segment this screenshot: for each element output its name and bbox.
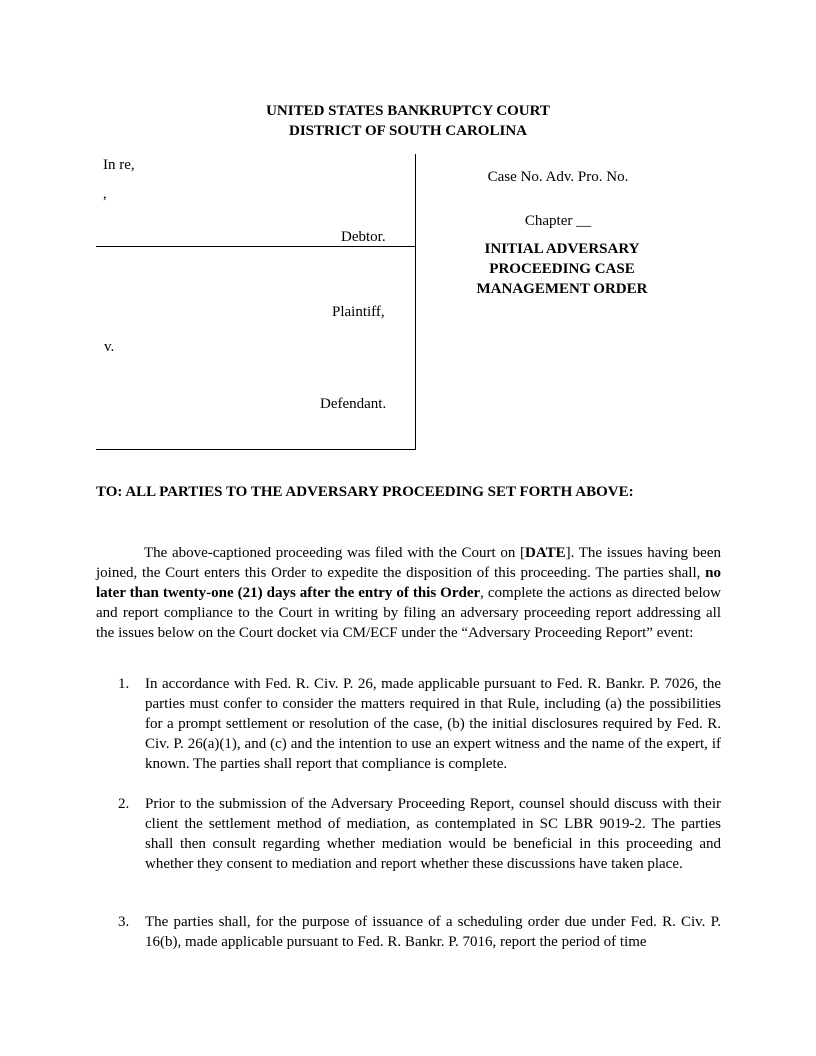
item-number: 3. — [118, 914, 130, 930]
defendant-label: Defendant. — [320, 396, 387, 412]
plaintiff-label: Plaintiff, — [332, 304, 385, 320]
intro-text-part3: , complete the actions as directed below and report compliance to the Court in writing by filing an adversary proceeding report addressing all the issues below on the Court docket via CM/ECF under the “Adversary Proceeding Report” event: — [96, 585, 721, 641]
item-number: 2. — [118, 796, 130, 812]
intro-paragraph — [96, 543, 721, 643]
chapter-label: Chapter __ — [524, 213, 592, 229]
caption-divider-line — [96, 246, 416, 247]
caption-bottom-line — [96, 449, 416, 450]
debtor-label: Debtor. — [341, 229, 386, 245]
caption-vertical-line — [415, 154, 416, 450]
in-re-label: In re, — [103, 157, 135, 173]
versus-label: v. — [104, 339, 115, 355]
item-number: 1. — [118, 676, 130, 692]
intro-text-part2: ]. The issues having been joined, the Court enters this Order to expedite the disposition of this proceeding. The parties shall, — [96, 545, 721, 581]
court-name: UNITED STATES BANKRUPTCY COURT — [266, 103, 550, 119]
debtor-name-placeholder: , — [103, 186, 107, 202]
deadline-text: no later than twenty-one (21) days after the entry of this Order — [96, 565, 721, 601]
filing-date-placeholder: DATE — [525, 545, 566, 561]
list-item — [120, 794, 721, 874]
list-item — [120, 674, 721, 774]
order-title-line-2: PROCEEDING CASE — [489, 261, 635, 277]
order-title-line-3: MANAGEMENT ORDER — [476, 281, 648, 297]
district-name: DISTRICT OF SOUTH CAROLINA — [289, 123, 527, 139]
item-text: Prior to the submission of the Adversary Proceeding Report, counsel should discuss with their client the settlement method of mediation, as contemplated in SC LBR 9019-2. The parties shall then consult regarding whether mediation would be beneficial in this proceeding and whether they consent to mediation and report whether these discussions have taken place. — [145, 796, 721, 872]
list-item — [120, 912, 721, 952]
item-text: The parties shall, for the purpose of issuance of a scheduling order due under Fed. R. Civ. P. 16(b), made applicable pursuant to Fed. R. Bankr. P. 7016, report the period of time — [145, 914, 721, 950]
order-title-line-1: INITIAL ADVERSARY — [484, 241, 640, 257]
intro-text-part1: The above-captioned proceeding was filed with the Court on [ — [144, 545, 526, 561]
addressee-line: TO: ALL PARTIES TO THE ADVERSARY PROCEEDING SET FORTH ABOVE: — [96, 484, 634, 500]
item-text: In accordance with Fed. R. Civ. P. 26, made applicable pursuant to Fed. R. Bankr. P. 7026, the parties must confer to consider the matters required in that Rule, including (a) the possibilities for a prompt settlement or resolution of the case, (b) the initial disclosures required by Fed. R. Civ. P. 26(a)(1), and (c) and the intention to use an expert witness and the name of the expert, if known. The parties shall report that compliance is complete. — [145, 676, 721, 772]
case-number: Case No. Adv. Pro. No. — [487, 169, 629, 185]
